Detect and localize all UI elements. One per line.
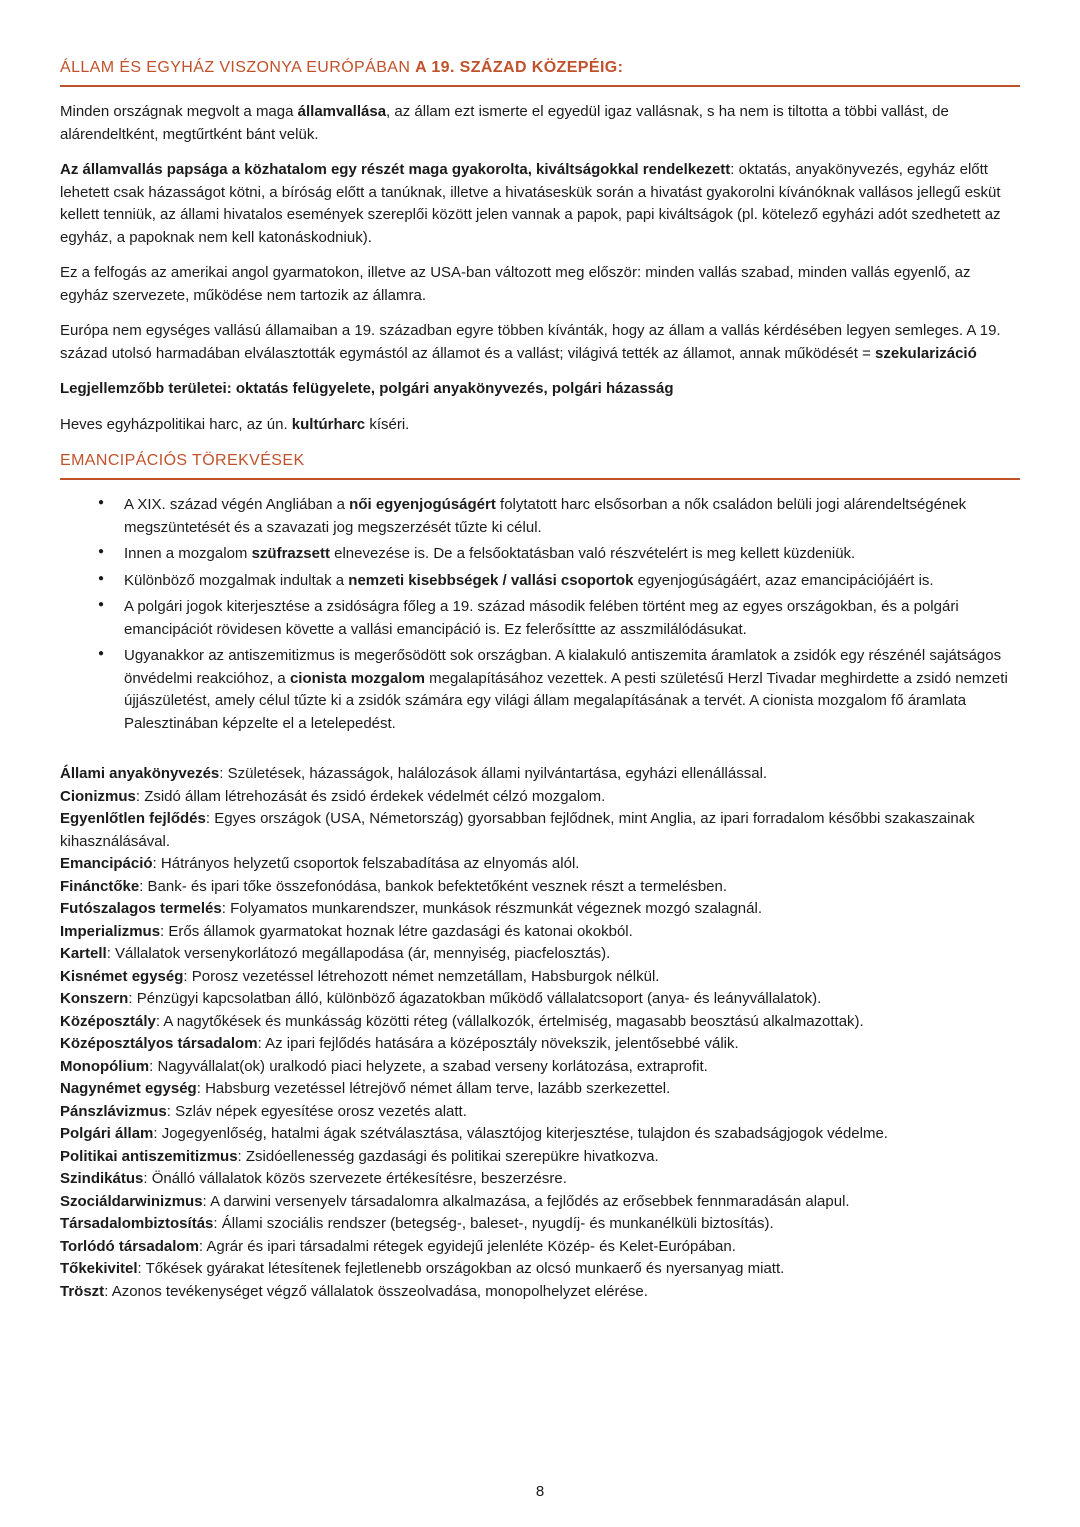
glossary-separator: :: [213, 1215, 222, 1232]
glossary-separator: :: [237, 1147, 246, 1165]
glossary-entry: [60, 808, 1020, 853]
glossary-term: Polgári állam: [60, 1125, 154, 1142]
glossary-separator: :: [219, 765, 228, 782]
glossary-term: Középosztályos társadalom: [60, 1035, 258, 1052]
bullet-item: ● Innen a mozgalom szüfrazsett elnevezése is. De a felsőoktatásban való részvételért is meg kellett küzdeniük.: [96, 543, 1020, 566]
section-heading-state-church: [60, 56, 1020, 87]
glossary-entry: [60, 898, 1020, 921]
glossary-entry: [60, 1191, 1020, 1214]
glossary-definition: Nagyvállalat(ok) uralkodó piaci helyzete, a szabad verseny korlátozása, extraprofit.: [157, 1057, 708, 1075]
glossary-separator: :: [139, 877, 148, 895]
section-heading-emancipation: EMANCIPÁCIÓS TÖREKVÉSEK: [60, 449, 1020, 480]
glossary-term: Futószalagos termelés: [60, 900, 222, 917]
glossary-definition: Hátrányos helyzetű csoportok felszabadítása az elnyomás alól.: [160, 855, 580, 872]
glossary-definition: Szláv népek egyesítése orosz vezetés alatt.: [175, 1102, 467, 1120]
glossary-definition: Születések, házasságok, halálozások állami nyilvántartása, egyházi ellenállással.: [227, 765, 768, 782]
glossary-term: Szindikátus: [60, 1170, 144, 1187]
glossary-term: Cionizmus: [60, 787, 136, 805]
glossary-term: Tröszt: [60, 1282, 105, 1300]
emancipation-bullet-list: [96, 494, 1020, 735]
glossary-separator: :: [205, 810, 215, 827]
glossary-entry: [60, 763, 1020, 786]
glossary-separator: :: [104, 1282, 112, 1300]
glossary-entry: [60, 786, 1020, 809]
glossary-entry: [60, 988, 1020, 1011]
glossary-entry: [60, 1168, 1020, 1191]
glossary-separator: :: [202, 1192, 211, 1210]
glossary-separator: :: [196, 1080, 206, 1097]
glossary-term: Szociáldarwinizmus: [60, 1192, 203, 1210]
paragraph: Európa nem egységes vallású államaiban a 19. században egyre többen kívánták, hogy az állam a vallás kérdésében legyen semleges. A 19. század utolsó harmadában elválasztották egymástól az államot és a vallást; világivá tették az államot, annak működését = szekularizáció: [60, 322, 1001, 362]
intro-paragraphs: [60, 101, 1020, 436]
glossary-separator: :: [149, 1057, 158, 1075]
glossary-separator: :: [152, 855, 161, 872]
glossary-definition: Az ipari fejlődés hatására a középosztály növekszik, jelentősebbé válik.: [265, 1035, 739, 1052]
glossary-definition: Azonos tevékenységet végző vállalatok összeolvadása, monopolhelyzet elérése.: [111, 1282, 648, 1300]
glossary-entry: [60, 1213, 1020, 1236]
glossary-separator: :: [221, 900, 231, 917]
glossary-term: Torlódó társadalom: [60, 1237, 199, 1255]
glossary-entry: [60, 921, 1020, 944]
glossary-separator: :: [135, 787, 145, 805]
glossary-definition: A nagytőkések és munkásság közötti réteg (vállalkozók, értelmiség, magasabb beosztású alkalmazottak).: [163, 1012, 864, 1030]
glossary-definition: Állami szociális rendszer (betegség-, baleset-, nyugdíj- és munkanélküli biztosítás).: [221, 1215, 774, 1232]
glossary-entry: [60, 876, 1020, 899]
glossary-entry: [60, 1146, 1020, 1169]
paragraph: Legjellemzőbb területei: oktatás felügyelete, polgári anyakönyvezés, polgári házasság: [60, 380, 674, 397]
glossary-term: Tőkekivitel: [60, 1260, 138, 1277]
paragraph: Minden országnak megvolt a maga államvallása, az állam ezt ismerte el egyedül igaz vallásnak, s ha nem is tiltotta a többi vallást, de alárendeltként, megtűrtként bánt velük.: [60, 103, 949, 143]
glossary-term: Egyenlőtlen fejlődés: [60, 810, 206, 827]
glossary-separator: :: [137, 1260, 146, 1277]
paragraph: Heves egyházpolitikai harc, az ún. kultúrharc kíséri.: [60, 415, 410, 433]
bullet-item: ● A polgári jogok kiterjesztése a zsidóságra főleg a 19. század második felében történt meg az egyes országokban, és a polgári emancipációt rövidesen követte a vallási emancipáció is. Ez felerősíttte az asszmilálódásukat.: [96, 596, 1020, 641]
glossary-term: Pánszlávizmus: [60, 1102, 167, 1120]
glossary-term: Kisnémet egység: [60, 967, 184, 985]
glossary-definition: Vállalatok versenykorlátozó megállapodása (ár, mennyiség, piacfelosztás).: [115, 945, 611, 962]
glossary-term: Állami anyakönyvezés: [60, 765, 220, 782]
glossary-definition: Agrár és ipari társadalmi rétegek egyidejű jelenléte Közép- és Kelet-Európában.: [206, 1237, 736, 1255]
glossary-entry: [60, 943, 1020, 966]
heading-text-normal: ÁLLAM ÉS EGYHÁZ VISZONYA EURÓPÁBAN: [60, 59, 416, 76]
glossary-entry: [60, 1281, 1020, 1304]
glossary-separator: :: [198, 1237, 207, 1255]
glossary-term: Nagynémet egység: [60, 1080, 197, 1097]
glossary-term: Kartell: [60, 945, 107, 962]
glossary-separator: :: [183, 967, 192, 985]
glossary-definition: Jogegyenlőség, hatalmi ágak szétválasztása, választójog kiterjesztése, tulajdon és szabadságjogok védelme.: [161, 1125, 888, 1142]
glossary-entry: [60, 1011, 1020, 1034]
bullet-item: ● Különböző mozgalmak indultak a nemzeti kisebbségek / vallási csoportok egyenjogúságáért, azaz emancipációjáért is.: [96, 570, 1020, 593]
glossary-separator: :: [153, 1125, 162, 1142]
glossary-entry: [60, 1033, 1020, 1056]
glossary-separator: :: [166, 1102, 176, 1120]
glossary-term: Monopólium: [60, 1057, 150, 1075]
glossary-definition: Habsburg vezetéssel létrejövő német állam terve, lazább szerkezettel.: [205, 1080, 671, 1097]
glossary-entry: [60, 1123, 1020, 1146]
glossary-term: Konszern: [60, 990, 129, 1007]
glossary-term: Imperializmus: [60, 922, 161, 940]
glossary-entry: [60, 1101, 1020, 1124]
glossary: [60, 763, 1020, 1303]
glossary-separator: :: [128, 990, 137, 1007]
glossary-definition: Tőkések gyárakat létesítenek fejletlenebb országokban az olcsó munkaerő és nyersanyag miatt.: [145, 1260, 785, 1277]
glossary-entry: [60, 1078, 1020, 1101]
glossary-definition: Bank- és ipari tőke összefonódása, bankok befektetőként vesznek részt a termelésben.: [147, 877, 728, 895]
glossary-separator: :: [155, 1012, 164, 1030]
bullet-item: ● A XIX. század végén Angliában a női egyenjogúságért folytatott harc elsősorban a nők családon belüli jogi alárendeltségének megszüntetését és a szavazati jog megszerzését tűzte ki célul.: [96, 494, 1020, 539]
glossary-term: Politikai antiszemitizmus: [60, 1147, 238, 1165]
glossary-definition: Erős államok gyarmatokat hoznak létre gazdasági és katonai okokból.: [168, 922, 633, 940]
glossary-entry: [60, 966, 1020, 989]
glossary-definition: Önálló vállalatok közös szervezete értékesítésre, beszerzésre.: [151, 1170, 567, 1187]
glossary-separator: :: [257, 1035, 266, 1052]
paragraph: Ez a felfogás az amerikai angol gyarmatokon, illetve az USA-ban változott meg először: minden vallás szabad, minden vallás egyenlő, az egyház szervezete, működése nem tartozik az államra.: [60, 264, 971, 304]
bullet-item: ● Ugyanakkor az antiszemitizmus is megerősödött sok országban. A kialakuló antiszemita áramlatok a zsidók egy részénél sajátságos önvédelmi reakcióhoz, a cionista mozgalom megalapításához vezettek. A pesti születésű Herzl Tivadar meghirdette a zsidó nemzeti újjászületést, amely célul tűzte ki a zsidók számára egy világi állam megalapításának a tervét. A cionista mozgalom fő áramlata Palesztinában képzelte el a letelepedést.: [96, 645, 1020, 735]
page-number: 8: [535, 1482, 545, 1500]
glossary-entry: [60, 853, 1020, 876]
glossary-definition: A darwini versenyelv társadalomra alkalmazása, a fejlődés az erősebbek fennmaradásán alapul.: [210, 1192, 850, 1210]
glossary-term: Emancipáció: [60, 855, 153, 872]
glossary-term: Társadalombiztosítás: [60, 1215, 214, 1232]
paragraph: Az államvallás papsága a közhatalom egy részét maga gyakorolta, kiváltságokkal rendelkezett: oktatás, anyakönyvezés, egyház előtt lehetett csak házasságot kötni, a bíróság előtt a tanúknak, illetve a hivatáseskük során a hivatást gyakorolni kívánóknak vallásos jellegű esküt kellett tenniük, az állami hivatalos események szereplői között jelen vannak a papok, papi kiváltságok (pl. kötelező egyházi adót szedhetett az egyház, a papoknak nem kell katonáskodniuk).: [60, 161, 1001, 246]
glossary-definition: Pénzügyi kapcsolatban álló, különböző ágazatokban működő vállalatcsoport (anya- és leányvállalatok).: [136, 990, 822, 1007]
glossary-separator: :: [160, 922, 169, 940]
glossary-definition: Porosz vezetéssel létrehozott német nemzetállam, Habsburgok nélkül.: [191, 967, 660, 985]
glossary-term: Középosztály: [60, 1012, 156, 1030]
heading-text-bold: A 19. SZÁZAD KÖZEPÉIG:: [415, 59, 624, 76]
glossary-definition: Egyes országok (USA, Németország) gyorsabban fejlődnek, mint Anglia, az ipari forradalom későbbi szakaszainak kihasználásával.: [60, 810, 975, 850]
glossary-entry: [60, 1056, 1020, 1079]
glossary-entry: [60, 1258, 1020, 1281]
glossary-separator: :: [106, 945, 116, 962]
glossary-definition: Zsidó állam létrehozását és zsidó érdekek védelmét célzó mozgalom.: [144, 787, 606, 805]
glossary-entry: [60, 1236, 1020, 1259]
glossary-term: Finánctőke: [60, 877, 140, 895]
glossary-definition: Zsidóellenesség gazdasági és politikai szerepükre hivatkozva.: [245, 1147, 659, 1165]
glossary-separator: :: [143, 1170, 152, 1187]
glossary-definition: Folyamatos munkarendszer, munkások részmunkát végeznek mozgó szalagnál.: [230, 900, 762, 917]
